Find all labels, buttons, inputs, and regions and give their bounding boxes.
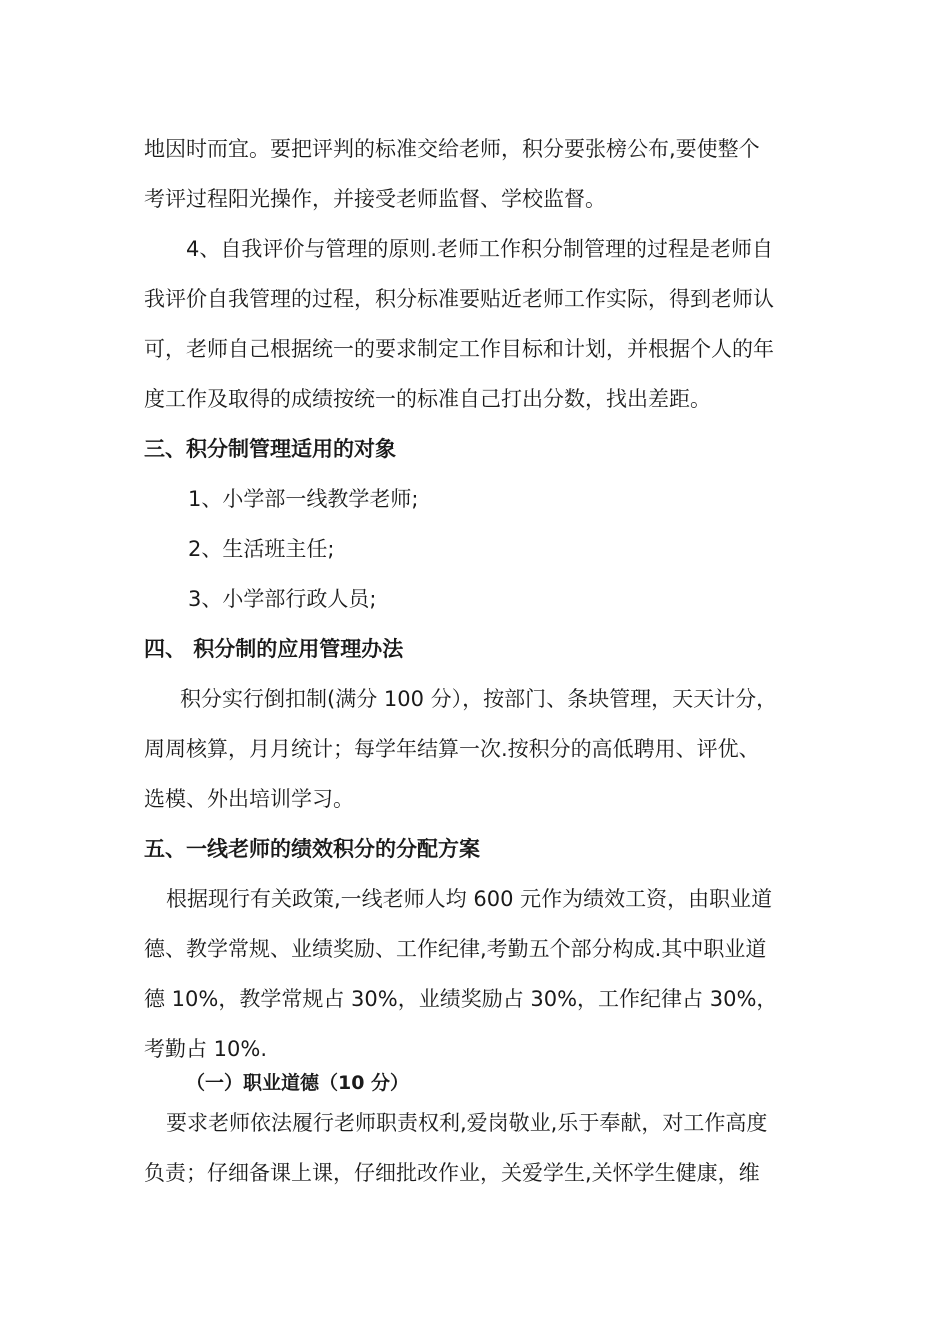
paragraph-line: 我评价自我管理的过程，积分标准要贴近老师工作实际，得到老师认 (144, 287, 774, 311)
subsection-heading: （一）职业道德（10 分） (186, 1072, 410, 1094)
paragraph-line: 考勤占 10%. (144, 1037, 268, 1061)
paragraph-line: 根据现行有关政策,一线老师人均 600 元作为绩效工资，由职业道 (166, 887, 773, 911)
paragraph-line: 4、自我评价与管理的原则.老师工作积分制管理的过程是老师自 (186, 237, 774, 261)
paragraph-line: 积分实行倒扣制(满分 100 分），按部门、条块管理，天天计分， (180, 687, 778, 711)
paragraph-line: 度工作及取得的成绩按统一的标准自己打出分数，找出差距。 (144, 387, 711, 411)
section-heading: 四、 积分制的应用管理办法 (144, 637, 404, 661)
paragraph-line: 可，老师自己根据统一的要求制定工作目标和计划，并根据个人的年 (144, 337, 774, 361)
paragraph-line: 选模、外出培训学习。 (144, 787, 354, 811)
list-item: 3、小学部行政人员; (188, 587, 377, 611)
paragraph-line: 要求老师依法履行老师职责权利,爱岗敬业,乐于奉献，对工作高度 (166, 1111, 768, 1135)
paragraph-line: 负责；仔细备课上课，仔细批改作业，关爱学生,关怀学生健康，维 (144, 1161, 760, 1185)
section-heading: 三、积分制管理适用的对象 (144, 437, 396, 461)
list-item: 1、小学部一线教学老师; (188, 487, 419, 511)
list-item: 2、生活班主任; (188, 537, 335, 561)
paragraph-line: 周周核算，月月统计；每学年结算一次.按积分的高低聘用、评优、 (144, 737, 760, 761)
paragraph-line: 地因时而宜。要把评判的标准交给老师，积分要张榜公布,要使整个 (144, 137, 760, 161)
paragraph-line: 考评过程阳光操作，并接受老师监督、学校监督。 (144, 187, 606, 211)
paragraph-line: 德、教学常规、业绩奖励、工作纪律,考勤五个部分构成.其中职业道 (144, 937, 767, 961)
paragraph-line: 德 10%，教学常规占 30%，业绩奖励占 30%，工作纪律占 30%， (144, 987, 778, 1011)
section-heading: 五、一线老师的绩效积分的分配方案 (144, 837, 480, 861)
